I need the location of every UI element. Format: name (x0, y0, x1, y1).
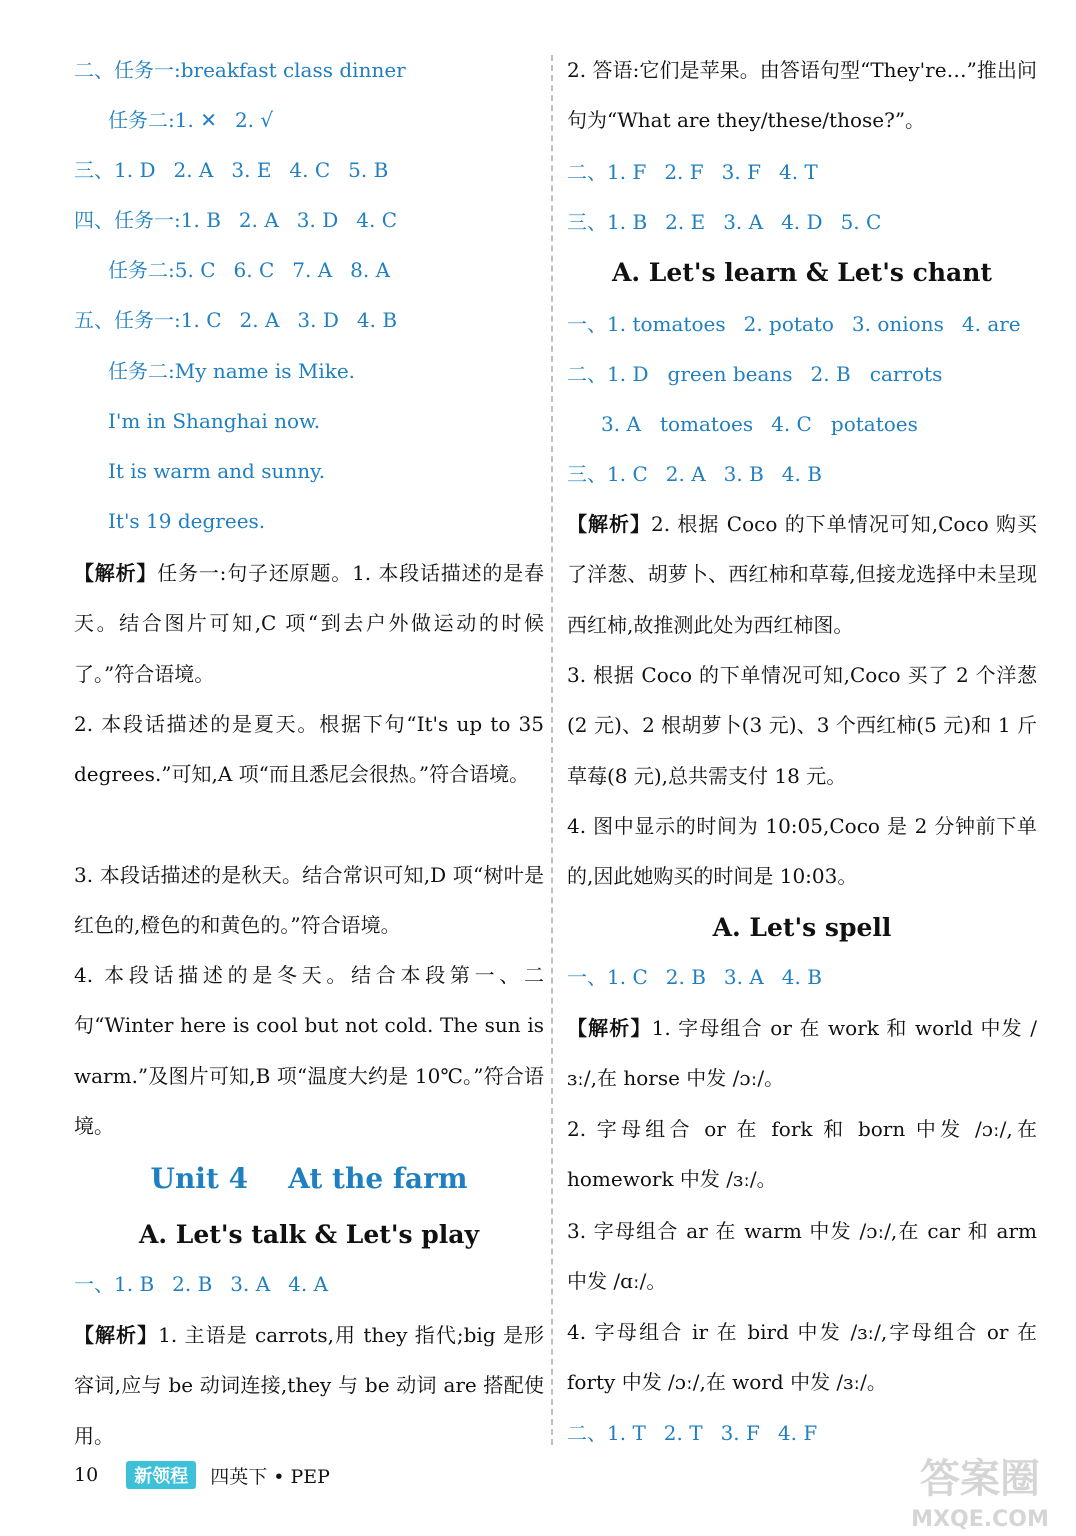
answer-item: 3. onions (851, 312, 944, 336)
explanation-paragraph: 3. 根据 Coco 的下单情况可知,Coco 买了 2 个洋葱(2 元)、2 根胡萝卜(3 元)、3 个西红柿(5 元)和 1 斤草莓(8 元),总共需支付 18 元。 (567, 663, 1037, 788)
explanation-paragraph (567, 499, 1037, 650)
answer-item: 1. D (114, 158, 156, 182)
answer-item: 6. C (233, 258, 275, 282)
answer-line-2 (567, 360, 1037, 388)
answer-line-2: 二、任务一:breakfast class dinner (74, 58, 406, 82)
section-prefix: 四、任务一: (74, 208, 181, 232)
task-label: 任务二: (108, 108, 175, 132)
section-heading: A. Let's talk & Let's play (139, 1220, 479, 1249)
answer-item: 4. F (777, 1421, 818, 1445)
answer-item: 2. potato (743, 312, 834, 336)
answer-sentence: 任务二:My name is Mike. (108, 359, 356, 383)
answer-item: 8. A (350, 258, 391, 282)
answer-item: 4. C (356, 208, 398, 232)
answer-item: 3. A (723, 965, 764, 989)
section-prefix: 三、 (567, 462, 607, 486)
section-prefix: 二、 (567, 1421, 607, 1445)
explanation-text: 1. 字母组合 or 在 work 和 world 中发 /ɜː/,在 horse 中发 /ɔː/。 (567, 1016, 1037, 1091)
answer-item: 1. ✕ (174, 108, 217, 132)
answer-line-5 (74, 306, 544, 334)
answer-item: 2. F (664, 160, 704, 184)
answer-item: 7. A (292, 258, 333, 282)
answer-item: 2. A (173, 158, 214, 182)
answer-item: 1. C (180, 308, 222, 332)
answer-item: 5. B (348, 158, 389, 182)
explanation-paragraph: 3. 本段话描述的是秋天。结合常识可知,D 项“树叶是红色的,橙色的和黄色的。”符合语境。 (74, 863, 544, 938)
unit-number: Unit 4 (150, 1162, 249, 1195)
answer-item: 3. F (720, 1421, 760, 1445)
answer-item: 3. A tomatoes (601, 412, 754, 436)
answer-sentence: It's 19 degrees. (108, 509, 266, 533)
explanation-tag: 【解析】 (567, 512, 651, 536)
answer-item: 3. F (721, 160, 761, 184)
answer-item: 5. C (174, 258, 216, 282)
explanation-text: 2. 根据 Coco 的下单情况可知,Coco 购买了洋葱、胡萝卜、西红柿和草莓,但接龙选择中未呈现西红柿,故推测此处为西红柿图。 (567, 512, 1038, 637)
answer-item: 1. tomatoes (607, 312, 726, 336)
explanation-paragraph: 4. 本段话描述的是冬天。结合本段第一、二句“Winter here is cool but not cold. The sun is warm.”及图片可知,B 项“温度大约是 10℃。”符合语境。 (74, 963, 544, 1138)
answer-item: 4. B (356, 308, 398, 332)
unit-name: At the farm (288, 1162, 468, 1195)
answer-item: 2. A (239, 308, 280, 332)
section-prefix: 一、 (567, 965, 607, 989)
answer-item: 5. C (840, 210, 882, 234)
unit-title (74, 1162, 544, 1195)
answer-line-1 (567, 310, 1037, 338)
answer-item: 4. B (781, 965, 822, 989)
answer-item: 2. B carrots (810, 362, 943, 386)
page-footer (74, 1460, 330, 1490)
answer-line-1 (74, 1270, 544, 1298)
answer-item: 2. √ (234, 108, 274, 132)
explanation-text: 1. 主语是 carrots,用 they 指代;big 是形容词,应与 be 动词连接,they 与 be 动词 are 搭配使用。 (74, 1323, 544, 1448)
answer-item: 2. B (665, 965, 706, 989)
section-prefix: 三、 (74, 158, 114, 182)
answer-item: 1. C (607, 965, 648, 989)
answer-item: 1. B (114, 1272, 155, 1296)
answer-line-2 (567, 158, 1037, 186)
answer-line-3 (567, 460, 1037, 488)
explanation-paragraph (74, 548, 544, 699)
answer-item: 4. D (781, 210, 823, 234)
explanation-paragraph: 2. 答语:它们是苹果。由答语句型“They're…”推出问句为“What are they/these/those?”。 (567, 58, 1037, 133)
answer-item: 3. E (231, 158, 272, 182)
task-label: 任务二: (108, 258, 175, 282)
explanation-tag: 【解析】 (567, 1016, 652, 1040)
answer-line-3 (74, 156, 544, 184)
answer-item: 2. E (665, 210, 706, 234)
section-heading: A. Let's spell (712, 913, 892, 942)
answer-item: 2. A (238, 208, 279, 232)
answer-item: 4. T (778, 160, 818, 184)
section-prefix: 二、 (567, 362, 607, 386)
answer-item: 3. A (723, 210, 764, 234)
answer-item: 4. A (288, 1272, 329, 1296)
answer-line-2 (567, 1419, 1037, 1447)
answer-line-4 (74, 206, 544, 234)
answer-item: 4. are (961, 312, 1021, 336)
section-prefix: 一、 (567, 312, 607, 336)
answer-item: 1. T (607, 1421, 646, 1445)
answer-line-2-task2 (74, 106, 578, 134)
column-divider (551, 55, 553, 1445)
explanation-paragraph (74, 1310, 544, 1461)
section-heading: A. Let's learn & Let's chant (612, 258, 992, 287)
answer-item: 1. F (607, 160, 647, 184)
explanation-paragraph: 3. 字母组合 ar 在 warm 中发 /ɔː/,在 car 和 arm 中发 /ɑː/。 (567, 1219, 1037, 1294)
answer-item: 4. C (289, 158, 331, 182)
answer-line-3 (567, 208, 1037, 236)
answer-line-2-cont (567, 410, 1071, 438)
explanation-text: 任务一:句子还原题。1. 本段话描述的是春天。结合图片可知,C 项“到去户外做运动的时候了。”符合语境。 (74, 561, 545, 686)
explanation-paragraph: 2. 字母组合 or 在 fork 和 born 中发 /ɔː/,在 homework 中发 /ɜː/。 (567, 1117, 1037, 1192)
page-number: 10 (74, 1464, 99, 1486)
watermark-logo (895, 1448, 1065, 1532)
section-prefix: 三、 (567, 210, 607, 234)
answer-item: 2. T (663, 1421, 703, 1445)
brand-badge: 新领程 (126, 1461, 196, 1489)
explanation-tag: 【解析】 (74, 1323, 159, 1347)
answer-sentence: I'm in Shanghai now. (108, 409, 321, 433)
answer-item: 3. D (296, 208, 339, 232)
answer-item: 1. B (607, 210, 648, 234)
answer-item: 2. A (665, 462, 706, 486)
book-label: 四英下 • PEP (210, 1465, 330, 1488)
answer-item: 3. D (297, 308, 339, 332)
answer-item: 3. B (723, 462, 764, 486)
answer-line-1 (567, 963, 1037, 991)
answer-item: 3. A (230, 1272, 271, 1296)
answer-line-4-task2 (74, 256, 578, 284)
section-prefix: 五、任务一: (74, 308, 181, 332)
answer-item: 2. B (172, 1272, 213, 1296)
explanation-paragraph: 4. 图中显示的时间为 10:05,Coco 是 2 分钟前下单的,因此她购买的时间是 10:03。 (567, 814, 1037, 889)
answer-item: 4. B (781, 462, 822, 486)
answer-item: 1. D green beans (607, 362, 793, 386)
section-prefix: 二、 (567, 160, 607, 184)
section-prefix: 一、 (74, 1272, 114, 1296)
explanation-paragraph: 2. 本段话描述的是夏天。根据下句“It's up to 35 degrees.”可知,A 项“而且悉尼会很热。”符合语境。 (74, 712, 544, 787)
answer-item: 4. C potatoes (771, 412, 918, 436)
answer-sentence: It is warm and sunny. (108, 459, 326, 483)
watermark-text: 答案圈 (920, 1456, 1040, 1502)
explanation-paragraph: 4. 字母组合 ir 在 bird 中发 /ɜː/,字母组合 or 在 forty 中发 /ɔː/,在 word 中发 /ɜː/。 (567, 1320, 1037, 1395)
answer-item: 1. B (180, 208, 221, 232)
explanation-paragraph (567, 1003, 1037, 1104)
explanation-tag: 【解析】 (74, 561, 158, 585)
watermark-url: MXQE.COM (911, 1507, 1049, 1532)
answer-item: 1. C (607, 462, 648, 486)
